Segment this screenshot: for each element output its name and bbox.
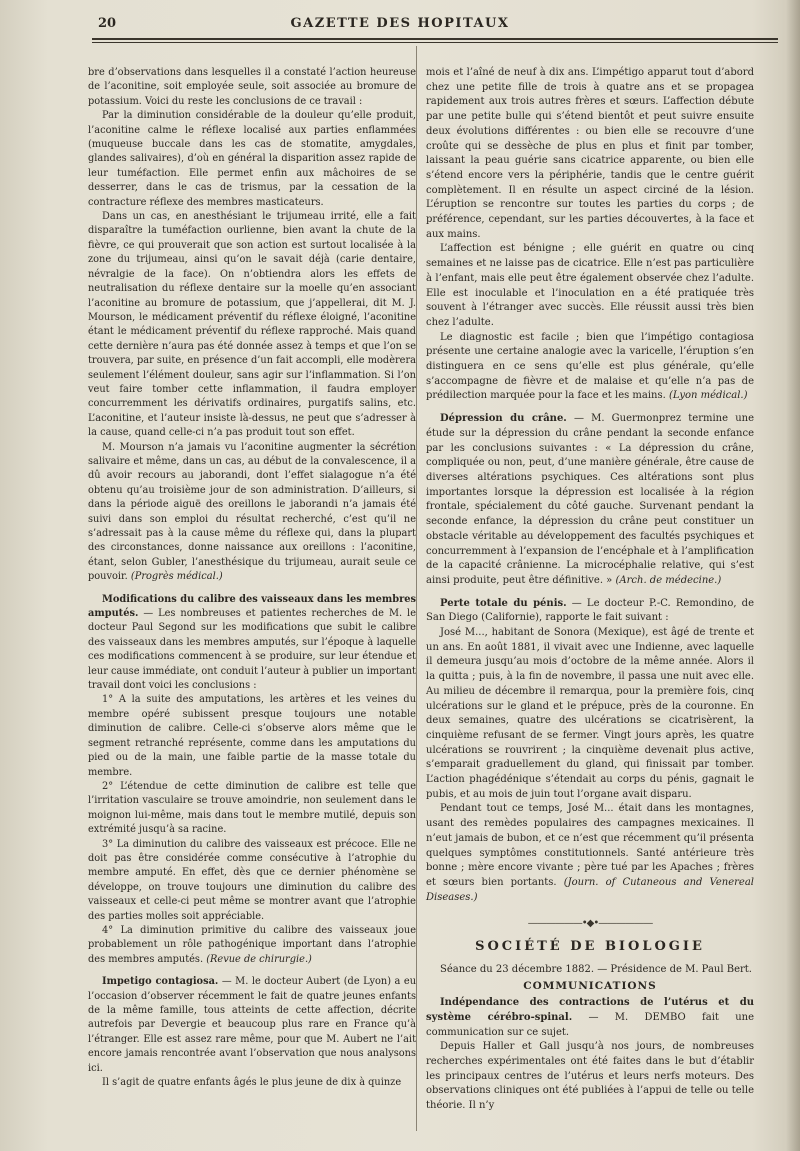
paragraph: Par la diminution considérable de la douleur qu’elle produit, l’aconitine calme le réflexe localisé aux parties enflammées (muqueuse buccale dans les cas de stomatite, amygdales, glandes salivaires), d’où en général la disparition assez rapide de leur tuméfaction. Elle permet enfin aux mâchoires de se desserrer, dans le cas de trismus, par la cessation de la contracture réflexe des membres masticateurs. [88,110,416,208]
communications-heading: COMMUNICATIONS [523,980,657,993]
paragraph: Il s’agit de quatre enfants âgés le plus jeune de dix à quinze [102,1077,402,1089]
article-depression-crane [426,412,754,588]
source-citation: (Arch. de médecine.) [615,574,722,586]
paragraph: mois et l’aîné de neuf à dix ans. L’impétigo apparut tout d’abord chez une petite fille de trois à quatre ans et se propagea rapidement aux trois autres frères et sœurs. L’affection débute par une petite bulle qui s’étend bientôt et peut suivre ensuite deux évolutions différentes : ou bien elle se recouvre d’une croûte qui se dessèche de plus en plus et finit par tomber, laissant la peau guérie sans cicatrice apparente, ou bien elle s’étend encore vers la périphérie, tandis que le centre guérit complètement. Il en résulte un aspect circiné de la lésion. L’éruption se rencontre sur toutes les parties du corps ; de préférence, cependant, sur les parties découvertes, à la face et aux mains. [426,67,754,240]
page-header [60,14,740,36]
paragraph [426,331,754,405]
article-text: — M. le docteur Aubert (de Lyon) a eu l’occasion d’observer récemment le fait de quatre jeunes enfants de la même famille, tous atteints de cette affection, décrite autrefois par Devergie et beaucoup plus rare en France qu’à l’étranger. Elle est assez rare même, pour que M. Aubert ne l’ait encore jamais rencontrée avant l’observation que nous analysons ici. [88,976,416,1074]
paragraph: bre d’observations dans lesquelles il a constaté l’action heureuse de l’aconitine, soit employée seule, soit associée au bromure de potassium. Voici du reste les conclusions de ce travail : [88,67,416,107]
paragraph: L’affection est bénigne ; elle guérit en quatre ou cinq semaines et ne laisse pas de cicatrice. Elle n’est pas particulière à l’enfant, mais elle peut être également observée chez l’adulte. Elle est inoculable et l’inoculation en a été pratiquée très souvent à l’étranger avec succès. Elle réussit aussi très bien chez l’adulte. [426,243,754,328]
paragraph: 3° La diminution du calibre des vaisseaux est précoce. Elle ne doit pas être considérée comme consécutive à l’atrophie du membre amputé. En effet, dès que ce dernier phénomène se développe, on trouve toujours une diminution du calibre des vaisseaux et celle-ci peut même se montrer avant que l’atrophie des parties molles soit appréciable. [88,838,416,922]
article-text: — Le docteur P.-C. Remondino, de San Diego (Californie), rapporte le fait suivant : [426,597,754,624]
page-edge-shadow [786,0,800,1151]
section-separator: ——————•◆•—————— [527,918,653,930]
article-impetigo [88,975,416,1076]
session-line: Séance du 23 décembre 1882. — Présidence de M. Paul Bert. [440,963,752,975]
paragraph: 1° A la suite des amputations, les artères et les veines du membre opéré subissent presque toujours une notable diminution de calibre. Celle-ci s’observe alors même que le segment retranché représente, comme dans les amputations du pied ou de la main, une faible partie de la masse totale du membre. [88,694,416,778]
article-text: — Les nombreuses et patientes recherches de M. le docteur Paul Segond sur les modifications que subit le calibre des vaisseaux dans les membres amputés, sur l’époque à laquelle ces modifications commencent à se produire, sur leur étendue et leur cause immédiate, ont conduit l’auteur à publier un important travail dont voici les conclusions : [88,608,416,692]
article-perte-penis [426,597,754,626]
left-column [88,66,416,1090]
paragraph: 2° L’étendue de cette diminution de calibre est telle que l’irritation vasculaire se trouve amoindrie, non seulement dans le moignon lui-même, mais dans tout le membre mutilé, depuis son extrémité jusqu’à sa racine. [88,780,416,836]
article-heading: Modifications du calibre des vaisseaux dans les membres amputés. [88,593,416,620]
running-title: GAZETTE DES HOPITAUX [290,16,510,31]
paragraph-text: M. Mourson n’a jamais vu l’aconitine augmenter la sécrétion salivaire et même, dans un cas, au début de la convalescence, il a dû avoir recours au jaborandi, dont l’effet sialagogue n’a été obtenu qu’au troisième jour de son administration. D’ailleurs, si dans la période aiguë des oreillons le jaborandi n’a jamais été suivi dans son emploi du résultat recherché, c’est qu’il ne s’adressait pas à la cause même du réflexe qui, dans la plupart des circonstances, donne naissance aux oreillons : l’aconitine, étant, selon Gubler, l’anesthésique du trijumeau, aurait seule ce pouvoir. [88,441,416,583]
paragraph: Depuis Haller et Gall jusqu’à nos jours, de nombreuses recherches expérimentales ont été faites dans le but d’établir les principaux centres de l’utérus et leurs nerfs moteurs. Des observations cliniques ont été publiées à l’appui de telle ou telle théorie. Il n’y [426,1041,754,1112]
paragraph [88,924,416,967]
source-citation: (Lyon médical.) [669,390,748,402]
column-divider [416,46,417,1131]
header-rule [92,38,778,43]
paragraph [88,441,416,585]
article-independance-contractions [426,996,754,1040]
society-title: SOCIÉTÉ DE BIOLOGIE [475,939,705,955]
paragraph-text: Pendant tout ce temps, José M... était dans les montagnes, usant des remèdes populaires des campagnes mexicaines. Il n’eut jamais de bubon, et ce n’est que récemment qu’il présenta quelques symptômes constitutionnels. Santé antérieure très bonne ; mère encore vivante ; père tué par les Apaches ; frères et sœurs bien portants. [426,803,754,888]
article-modifications-calibre [88,593,416,694]
paragraph: José M..., habitant de Sonora (Mexique), est âgé de trente et un ans. En août 1881, il vivait avec une Indienne, avec laquelle il demeura jusqu’au mois d’octobre de la même année. Alors il la quitta ; puis, à la fin de novembre, il passa une nuit avec elle. Au milieu de décembre il remarqua, pour la première fois, cinq ulcérations sur le gland et le prépuce, près de la couronne. En deux semaines, quatre des ulcérations se cicatrisèrent, la cinquième refusant de se fermer. Vingt jours après, les quatre ulcérations se rouvrirent ; la cinquième devenait plus active, s’emparait graduellement du gland, qui finissait par tomber. L’action phagédénique s’étendait au corps du pénis, gagnait le pubis, et au mois de juin tout l’organe avait disparu. [426,627,754,800]
source-citation: (Journ. of Cutaneous and Venereal Diseases.) [426,876,754,903]
article-heading: Dépression du crâne. [440,413,567,425]
source-citation: (Revue de chirurgie.) [206,953,312,965]
article-heading: Indépendance des contractions de l’utérus et du système cérébro-spinal. [426,997,754,1023]
article-text: — M. Guermonprez termine une étude sur la dépression du crâne pendant la seconde enfance par les conclusions suivantes : « La dépression du crâne, compliquée ou non, peut, d’une manière générale, être cause de diverses altérations psychiques. Ces altérations sont plus importantes lorsque la dépression est localisée à la région frontale, spécialement du côté gauche. Survenant pendant la seconde enfance, la dépression du crâne peut constituer un obstacle véritable au développement des facultés psychiques et concurremment à l’expansion de l’encéphale et à l’amplification de la capacité crânienne. La microcéphalie relative, qui s’est ainsi produite, peut être définitive. » [426,413,754,586]
paragraph: Dans un cas, en anesthésiant le trijumeau irrité, elle a fait disparaître la tuméfaction ourlienne, bien avant la chute de la fièvre, ce qui prouverait que son action est surtout localisée à la zone du trijumeau, ainsi qu’on le savait déjà (carie dentaire, névralgie de la face). On n’obtiendra alors les effets de neutralisation du réflexe dentaire sur la moelle qu’en associant l’aconitine au bromure de potassium, que j’appellerai, dit M. J. Mourson, le médicament préventif du réflexe éloigné, l’aconitine étant le médicament préventif du réflexe rapproché. Mais quand cette dernière n’aura pas été donnée assez à temps et que l’on se trouvera, par suite, en présence d’un fait accompli, elle modèrera seulement l’élément douleur, sans agir sur l’inflammation. Si l’on veut faire tomber cette inflammation, il faudra employer concurremment les dérivatifs ordinaires, purgatifs salins, etc. L’aconitine, et l’auteur insiste là-dessus, ne peut que s’adresser à la cause, quand celle-ci n’a pas produit tout son effet. [88,211,416,439]
paragraph-text: Le diagnostic est facile ; bien que l’impétigo contagiosa présente une certaine analogie avec la varicelle, l’éruption s’en distinguera en ce sens qu’elle est plus générale, qu’elle s’accompagne de fièvre et de malaise et qu’elle n’a pas de prédilection marquée pour la face et les mains. [426,331,754,402]
paragraph [426,802,754,905]
paragraph-text: 4° La diminution primitive du calibre des vaisseaux joue probablement un rôle pathogénique important dans l’atrophie des membres amputés. [88,924,416,965]
source-citation: (Progrès médical.) [130,571,223,583]
right-column [426,66,754,1114]
article-text: — M. DEMBO fait une communication sur ce sujet. [426,1011,755,1038]
article-heading: Perte totale du pénis. [440,597,567,609]
page-number: 20 [98,16,117,31]
article-heading: Impetigo contagiosa. [102,976,219,988]
